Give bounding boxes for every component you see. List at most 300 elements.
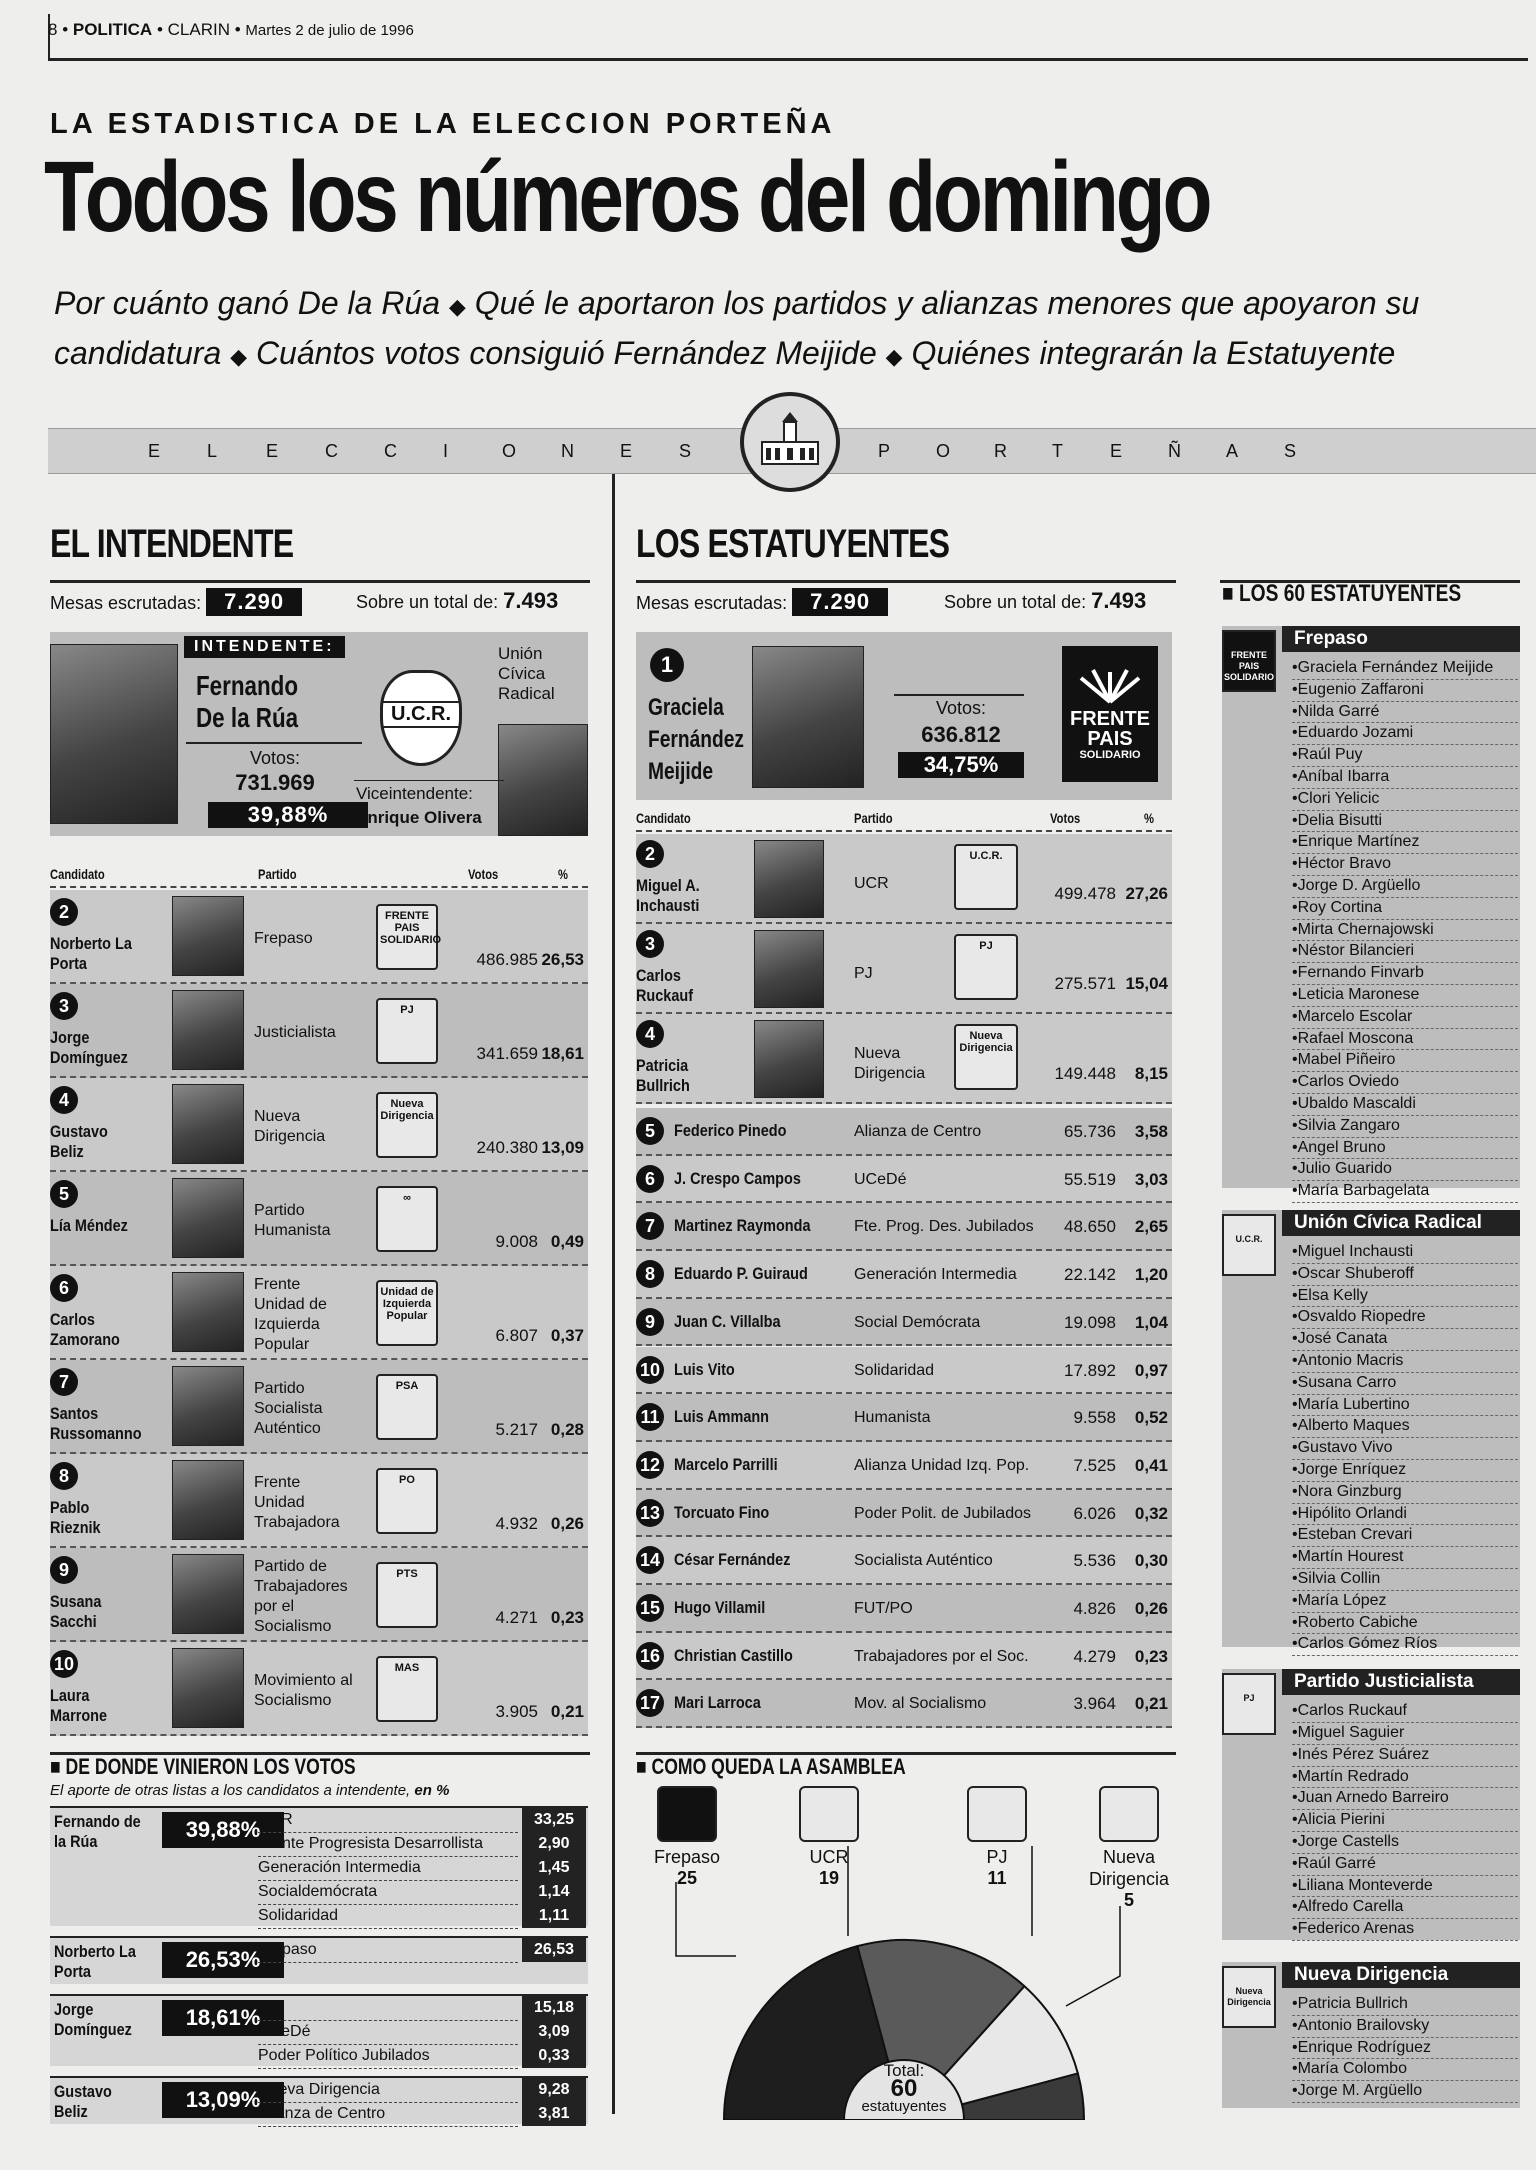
candidate-party: Trabajadores por el Soc. <box>854 1647 1029 1665</box>
sidebar-group-title: Partido Justicialista <box>1282 1669 1520 1695</box>
party-logo-icon: Unidad de Izquierda Popular <box>376 1280 438 1346</box>
estatuyente-row <box>636 924 1172 1014</box>
origen-group <box>50 2076 588 2124</box>
candidate-photo <box>172 1460 244 1540</box>
origen-item-label: Alianza de Centro <box>258 2102 518 2127</box>
seat-party: PJ <box>986 1847 1008 1867</box>
candidate-photo <box>172 1366 244 1446</box>
estatuyente-row <box>636 1108 1172 1156</box>
sidebar-member-list <box>1292 1994 1518 2103</box>
candidate-name: Mari Larroca <box>674 1693 761 1713</box>
candidate-votes: 149.448 <box>1054 1064 1116 1083</box>
total-text: Total: <box>883 2061 925 2080</box>
seat-label <box>786 1786 872 1889</box>
candidate-party: Justicialista <box>254 1024 336 1041</box>
sidebar-member: •Nora Ginzburg <box>1292 1482 1518 1504</box>
candidate-party: Alianza Unidad Izq. Pop. <box>854 1456 1030 1474</box>
candidate-photo <box>172 896 244 976</box>
origen-pct: 39,88% <box>162 1812 284 1848</box>
sidebar-member: •Fernando Finvarb <box>1292 963 1518 985</box>
candidate-name: Miguel A. Inchausti <box>636 876 700 915</box>
vice-name: Enrique Olivera <box>356 808 482 827</box>
winner-votes-label: Votos: <box>249 748 301 768</box>
band-letter: P <box>878 441 893 461</box>
candidate-number: 2 <box>636 840 664 868</box>
fm-photo <box>752 646 864 788</box>
candidate-name: Christian Castillo <box>674 1645 793 1665</box>
estatuyente-row <box>636 1394 1172 1442</box>
party-logo-icon <box>799 1786 859 1842</box>
candidate-pct: 13,09 <box>541 1138 584 1157</box>
candidate-number: 3 <box>636 930 664 958</box>
origen-title: ■ DE DONDE VINIERON LOS VOTOS <box>50 1754 356 1779</box>
rule <box>636 580 1176 583</box>
band-letter: N <box>561 441 576 461</box>
candidate-votes: 9.008 <box>495 1232 538 1251</box>
origen-item-value: 2,90 <box>522 1832 586 1856</box>
sidebar-member: •Clori Yelicic <box>1292 789 1518 811</box>
candidate-pct: 0,21 <box>550 1702 584 1721</box>
candidate-pct: 15,04 <box>1125 974 1168 993</box>
sidebar-member: •Raúl Garré <box>1292 1854 1518 1876</box>
origen-item-value: 1,11 <box>522 1904 586 1928</box>
candidate-party: Humanista <box>854 1409 931 1427</box>
band-letter: A <box>1226 441 1241 461</box>
candidate-number: 8 <box>50 1462 78 1490</box>
candidate-number: 16 <box>636 1642 664 1670</box>
candidate-number: 4 <box>636 1020 664 1048</box>
candidate-name: Patricia Bullrich <box>636 1056 690 1095</box>
estatuyente-row <box>636 1537 1172 1585</box>
fm-name: Graciela Fernández Meijide <box>648 694 745 785</box>
sidebar-member: •María López <box>1292 1591 1518 1613</box>
sidebar-member: •Patricia Bullrich <box>1292 1994 1518 2016</box>
candidate-number: 10 <box>636 1356 664 1384</box>
estatuyente-row <box>636 1251 1172 1299</box>
estatuyentes-winner-panel <box>636 632 1172 800</box>
candidate-votes: 486.985 <box>476 950 538 969</box>
rule <box>354 780 504 781</box>
sidebar-group <box>1222 1669 1520 1940</box>
candidate-pct: 18,61 <box>541 1044 584 1063</box>
sidebar-member: •Aníbal Ibarra <box>1292 767 1518 789</box>
candidate-pct: 0,23 <box>550 1608 584 1627</box>
kicker: LA ESTADISTICA DE LA ELECCION PORTEÑA <box>50 108 836 140</box>
sidebar-member: •Ubaldo Mascaldi <box>1292 1094 1518 1116</box>
sidebar-member: •Carlos Oviedo <box>1292 1072 1518 1094</box>
fm-votes-label: Votos: <box>935 698 987 718</box>
candidate-votes: 7.525 <box>1073 1455 1116 1475</box>
candidate-pct: 0,41 <box>1134 1455 1168 1475</box>
frepaso-logo-icon: FRENTE PAIS SOLIDARIO <box>1062 646 1158 782</box>
candidate-name: Juan C. Villalba <box>674 1311 781 1331</box>
origen-group <box>50 1806 588 1926</box>
band-letter: E <box>620 441 635 461</box>
intendente-row <box>50 1172 588 1266</box>
origen-item-label: Socialdemócrata <box>258 1880 518 1905</box>
seat-label <box>644 1786 730 1889</box>
origen-item-value: 1,14 <box>522 1880 586 1904</box>
candidate-number: 5 <box>50 1180 78 1208</box>
candidate-votes: 5.536 <box>1073 1551 1116 1571</box>
origen-name: Norberto La Porta <box>54 1942 136 1981</box>
candidate-party: Partido de Trabajadores por el Socialismo <box>254 1558 348 1635</box>
band-letter: O <box>936 441 953 461</box>
total-label <box>844 2062 964 2116</box>
sidebar-member: •Rafael Moscona <box>1292 1029 1518 1051</box>
sidebar-member: •Susana Carro <box>1292 1373 1518 1395</box>
intendente-row <box>50 1360 588 1454</box>
estatuyentes-title: LOS ESTATUYENTES <box>636 522 950 566</box>
candidate-votes: 22.142 <box>1064 1265 1116 1285</box>
candidate-pct: 1,04 <box>1134 1312 1168 1332</box>
candidate-pct: 27,26 <box>1125 884 1168 903</box>
sidebar-member: •Martín Hourest <box>1292 1547 1518 1569</box>
candidate-pct: 8,15 <box>1134 1064 1168 1083</box>
sidebar-member: •Elsa Kelly <box>1292 1286 1518 1308</box>
sidebar-member: •Jorge M. Argüello <box>1292 2081 1518 2103</box>
sidebar-member: •Mabel Piñeiro <box>1292 1050 1518 1072</box>
candidate-name: Gustavo Beliz <box>50 1122 108 1161</box>
candidate-votes: 4.932 <box>495 1514 538 1533</box>
sidebar-member: •Jorge Enríquez <box>1292 1460 1518 1482</box>
sidebar-member: •Carlos Gómez Ríos <box>1292 1634 1518 1656</box>
sidebar-member: •Mirta Chernajowski <box>1292 920 1518 942</box>
candidate-name: Jorge Domínguez <box>50 1028 128 1067</box>
party-logo-icon <box>1099 1786 1159 1842</box>
intendente-mesas: Mesas escrutadas: 7.290 <box>50 588 302 616</box>
seat-count: 5 <box>1123 1890 1134 1910</box>
sidebar-member: •Silvia Zangaro <box>1292 1116 1518 1138</box>
candidate-number: 5 <box>636 1117 664 1145</box>
sidebar-member: •Martín Redrado <box>1292 1767 1518 1789</box>
candidate-pct: 0,21 <box>1134 1694 1168 1714</box>
seat-party: Nueva Dirigencia <box>1088 1847 1170 1889</box>
band-letter: C <box>325 441 340 461</box>
estatuyentes-table-header: Candidato Partido Votos % <box>636 810 1172 832</box>
candidate-name: Carlos Zamorano <box>50 1310 120 1349</box>
origen-item-value: 15,18 <box>522 1996 586 2020</box>
column-divider <box>612 474 615 2114</box>
sidebar-member: •Roy Cortina <box>1292 898 1518 920</box>
origen-item-value: 26,53 <box>522 1938 586 1962</box>
vice-label: Viceintendente: <box>356 784 473 803</box>
sidebar-member: •Silvia Collin <box>1292 1569 1518 1591</box>
candidate-pct: 0,97 <box>1134 1360 1168 1380</box>
sidebar-member: •Osvaldo Riopedre <box>1292 1307 1518 1329</box>
candidate-photo <box>172 1178 244 1258</box>
candidate-number: 9 <box>50 1556 78 1584</box>
intendente-title: EL INTENDENTE <box>50 522 294 566</box>
estatuyente-row <box>636 1633 1172 1681</box>
candidate-pct: 3,03 <box>1134 1169 1168 1189</box>
winner-number: 1 <box>650 648 684 682</box>
estatuyente-row <box>636 1347 1172 1395</box>
origen-item-value: 3,81 <box>522 2102 586 2126</box>
sidebar-member: •José Canata <box>1292 1329 1518 1351</box>
band-letter: T <box>1052 441 1065 461</box>
candidate-number: 13 <box>636 1499 664 1527</box>
winner-votes: 731.969 <box>235 770 315 795</box>
candidate-party: Social Demócrata <box>854 1313 981 1331</box>
seat-label <box>1086 1786 1172 1911</box>
sidebar-member: •Leticia Maronese <box>1292 985 1518 1007</box>
sidebar-member-list <box>1292 1242 1518 1656</box>
candidate-votes: 4.279 <box>1073 1646 1116 1666</box>
candidate-pct: 0,28 <box>550 1420 584 1439</box>
candidate-photo <box>754 930 824 1008</box>
candidate-photo <box>172 1554 244 1634</box>
sidebar-member: •Juan Arnedo Barreiro <box>1292 1788 1518 1810</box>
candidate-party: Frente Unidad de Izquierda Popular <box>254 1276 327 1353</box>
party-logo-icon: FRENTE PAIS SOLIDARIO <box>376 904 438 970</box>
candidate-photo <box>172 990 244 1070</box>
candidate-votes: 55.519 <box>1064 1169 1116 1189</box>
party-logo-icon: Nueva Dirigencia <box>1222 1966 1276 2028</box>
sidebar-group <box>1222 1962 1520 2108</box>
seat-party: Frepaso <box>653 1847 721 1867</box>
sidebar-member: •Liliana Monteverde <box>1292 1876 1518 1898</box>
candidate-votes: 240.380 <box>476 1138 538 1157</box>
candidate-name: Luis Ammann <box>674 1407 770 1427</box>
candidate-party: UCeDé <box>854 1170 907 1188</box>
fm-votes: 636.812 <box>921 722 1001 747</box>
band-letter: O <box>502 441 519 461</box>
party-logo-icon: U.C.R. <box>1222 1214 1276 1276</box>
sidebar-member: •Julio Guarido <box>1292 1159 1518 1181</box>
candidate-number: 9 <box>636 1308 664 1336</box>
intendente-total: Sobre un total de: 7.493 <box>356 588 559 613</box>
candidate-votes: 48.650 <box>1064 1217 1116 1237</box>
candidate-votes: 5.217 <box>495 1420 538 1439</box>
origen-name: Fernando de la Rúa <box>54 1812 141 1851</box>
candidate-pct: 0,23 <box>1134 1646 1168 1666</box>
candidate-name: Martinez Raymonda <box>674 1216 811 1236</box>
origen-subtitle: El aporte de otras listas a los candidatos a intendente, en % <box>50 1782 450 1799</box>
origen-item-value: 33,25 <box>522 1808 586 1832</box>
candidate-party: Poder Polit. de Jubilados <box>854 1504 1031 1522</box>
candidate-party: Fte. Prog. Des. Jubilados <box>854 1218 1034 1236</box>
sidebar-group-title: Unión Cívica Radical <box>1282 1210 1520 1236</box>
origen-item-value: 9,28 <box>522 2078 586 2102</box>
sidebar-member: •María Barbagelata <box>1292 1181 1518 1203</box>
candidate-name: Federico Pinedo <box>674 1121 787 1140</box>
cabildo-seal-icon <box>740 392 840 492</box>
estatuyentes-mesas: Mesas escrutadas: 7.290 <box>636 588 888 616</box>
party-logo-icon: PTS <box>376 1562 438 1628</box>
sidebar-member: •Miguel Inchausti <box>1292 1242 1518 1264</box>
party-logo-icon: PSA <box>376 1374 438 1440</box>
estatuyente-row <box>636 1203 1172 1251</box>
candidate-name: Pablo Rieznik <box>50 1498 101 1537</box>
candidate-party: UCR <box>854 875 889 892</box>
sidebar-member: •Raúl Puy <box>1292 745 1518 767</box>
headline: Todos los números del domingo <box>44 141 1210 253</box>
estatuyentes-total: Sobre un total de: 7.493 <box>944 588 1147 613</box>
intendente-winner-panel <box>50 632 588 836</box>
candidate-number: 10 <box>50 1650 78 1678</box>
band-letter: I <box>443 441 451 461</box>
origen-item-label: PJ <box>258 1996 518 2021</box>
candidate-party: Frente Unidad Trabajadora <box>254 1474 340 1531</box>
sidebar-member: •Inés Pérez Suárez <box>1292 1745 1518 1767</box>
intendente-row <box>50 890 588 984</box>
sidebar-member: •Angel Bruno <box>1292 1138 1518 1160</box>
sidebar-member: •Alicia Pierini <box>1292 1810 1518 1832</box>
candidate-votes: 3.905 <box>495 1702 538 1721</box>
sidebar-member-list <box>1292 1701 1518 1941</box>
party-logo-icon: PJ <box>376 998 438 1064</box>
candidate-party: PJ <box>854 965 873 982</box>
candidate-photo <box>172 1084 244 1164</box>
candidate-name: J. Crespo Campos <box>674 1168 801 1188</box>
candidate-name: Norberto La Porta <box>50 934 132 973</box>
seat-count: 25 <box>676 1868 698 1888</box>
candidate-pct: 2,65 <box>1134 1217 1168 1237</box>
origen-item-label: UCeDé <box>258 2020 518 2045</box>
origen-pct: 26,53% <box>162 1942 284 1978</box>
folio: 8 • POLITICA • CLARIN • Martes 2 de julio de 1996 <box>48 20 414 39</box>
sidebar-member: •Antonio Macris <box>1292 1351 1518 1373</box>
winner-party: Unión Cívica Radical <box>498 644 555 703</box>
party-logo-icon: ∞ <box>376 1186 438 1252</box>
candidate-pct: 0,52 <box>1134 1408 1168 1428</box>
candidate-pct: 0,26 <box>550 1514 584 1533</box>
candidate-party: Nueva Dirigencia <box>254 1108 326 1145</box>
candidate-votes: 499.478 <box>1054 884 1116 903</box>
sidebar-member: •Alfredo Carella <box>1292 1897 1518 1919</box>
seat-count: 19 <box>818 1868 840 1888</box>
candidate-votes: 65.736 <box>1064 1122 1116 1141</box>
sidebar-group-title: Nueva Dirigencia <box>1282 1962 1520 1988</box>
candidate-number: 17 <box>636 1689 664 1717</box>
band-letter: R <box>994 441 1009 461</box>
total-unit: estatuyentes <box>861 2098 947 2115</box>
band-letter: S <box>1284 441 1299 461</box>
candidate-pct: 0,30 <box>1134 1551 1168 1571</box>
origen-item-value: 0,33 <box>522 2044 586 2068</box>
candidate-party: Generación Intermedia <box>854 1266 1017 1284</box>
candidate-photo <box>754 1020 824 1098</box>
winner-tag: INTENDENTE: <box>184 636 345 658</box>
estatuyente-row <box>636 1680 1172 1728</box>
candidate-votes: 6.807 <box>495 1326 538 1345</box>
origen-item-label: Frepaso <box>258 1938 518 1963</box>
candidate-number: 14 <box>636 1546 664 1574</box>
party-logo-icon: U.C.R. <box>954 844 1018 910</box>
sidebar-member: •Carlos Ruckauf <box>1292 1701 1518 1723</box>
sidebar-member: •Eduardo Jozami <box>1292 723 1518 745</box>
rule <box>894 694 1024 696</box>
band-letter: Ñ <box>1168 441 1183 461</box>
winner-name: Fernando De la Rúa <box>196 670 299 733</box>
candidate-name: Marcelo Parrilli <box>674 1454 778 1474</box>
olivera-photo <box>498 724 588 836</box>
band-letter: L <box>207 441 220 461</box>
candidate-party: Frepaso <box>254 930 313 947</box>
intendente-row <box>50 1266 588 1360</box>
sidebar-member: •Miguel Saguier <box>1292 1723 1518 1745</box>
band-letter: C <box>384 441 399 461</box>
band-letter: E <box>266 441 281 461</box>
party-logo-icon <box>967 1786 1027 1842</box>
sidebar-member: •Alberto Maques <box>1292 1416 1518 1438</box>
sidebar-member: •Antonio Brailovsky <box>1292 2016 1518 2038</box>
candidate-number: 8 <box>636 1260 664 1288</box>
candidate-name: Torcuato Fino <box>674 1502 770 1522</box>
seat-count: 11 <box>987 1868 1007 1888</box>
origen-item-label: Poder Político Jubilados <box>258 2044 518 2069</box>
estatuyente-row <box>636 834 1172 924</box>
estatuyente-row <box>636 1299 1172 1347</box>
candidate-name: Susana Sacchi <box>50 1592 102 1631</box>
band-letter: E <box>148 441 163 461</box>
rule <box>50 580 590 583</box>
ucr-logo-icon: U.C.R. <box>380 670 462 766</box>
candidate-name: Santos Russomanno <box>50 1404 142 1443</box>
asamblea-chart <box>636 1786 1172 2120</box>
candidate-pct: 0,37 <box>550 1326 584 1345</box>
candidate-votes: 341.659 <box>476 1044 538 1063</box>
candidate-votes: 4.826 <box>1073 1599 1116 1618</box>
sidebar-member: •Marcelo Escolar <box>1292 1007 1518 1029</box>
candidate-number: 7 <box>636 1212 664 1240</box>
party-logo-icon: MAS <box>376 1656 438 1722</box>
candidate-name: Luis Vito <box>674 1359 735 1379</box>
candidate-number: 2 <box>50 898 78 926</box>
top-rule <box>48 58 1528 61</box>
sidebar-group <box>1222 626 1520 1200</box>
sidebar-member: •Jorge Castells <box>1292 1832 1518 1854</box>
winner-pct: 39,88% <box>208 802 368 828</box>
intendente-row <box>50 1454 588 1548</box>
party-logo-icon: Nueva Dirigencia <box>954 1024 1018 1090</box>
origen-group <box>50 1994 588 2066</box>
sidebar-member: •Nilda Garré <box>1292 702 1518 724</box>
origen-item-label: Frente Progresista Desarrollista <box>258 1832 518 1857</box>
origen-item-label: Solidaridad <box>258 1904 518 1929</box>
sidebar-member: •Delia Bisutti <box>1292 811 1518 833</box>
origen-pct: 13,09% <box>162 2082 284 2118</box>
leader-line <box>676 1882 736 1956</box>
candidate-photo <box>172 1648 244 1728</box>
origen-group <box>50 1936 588 1984</box>
candidate-number: 3 <box>50 992 78 1020</box>
candidate-number: 11 <box>636 1403 664 1431</box>
sidebar-member: •Jorge D. Argüello <box>1292 876 1518 898</box>
origen-item-value: 3,09 <box>522 2020 586 2044</box>
sidebar-member: •Hipólito Orlandi <box>1292 1504 1518 1526</box>
seat-party: UCR <box>809 1847 849 1867</box>
sidebar-member: •Gustavo Vivo <box>1292 1438 1518 1460</box>
deck: Por cuánto ganó De la Rúa ◆ Qué le aportaron los partidos y alianzas menores que apoyaron su candidatura ◆ Cuántos votos consiguió Fernández Meijide ◆ Quiénes integrarán la Estatuyente <box>54 285 1420 371</box>
party-logo-icon <box>657 1786 717 1842</box>
estatuyente-row <box>636 1490 1172 1538</box>
intendente-table-header: Candidato Partido Votos % <box>50 866 588 888</box>
candidate-pct: 26,53 <box>541 950 584 969</box>
candidate-pct: 0,49 <box>550 1232 584 1251</box>
candidate-pct: 0,32 <box>1134 1503 1168 1523</box>
candidate-pct: 0,26 <box>1134 1599 1168 1618</box>
intendente-row <box>50 1548 588 1642</box>
estatuyente-row <box>636 1156 1172 1204</box>
party-logo-icon: PJ <box>1222 1673 1276 1735</box>
party-logo-icon: Nueva Dirigencia <box>376 1092 438 1158</box>
origen-pct: 18,61% <box>162 2000 284 2036</box>
candidate-votes: 6.026 <box>1073 1503 1116 1523</box>
origen-item-label: Generación Intermedia <box>258 1856 518 1881</box>
candidate-votes: 9.558 <box>1073 1408 1116 1428</box>
